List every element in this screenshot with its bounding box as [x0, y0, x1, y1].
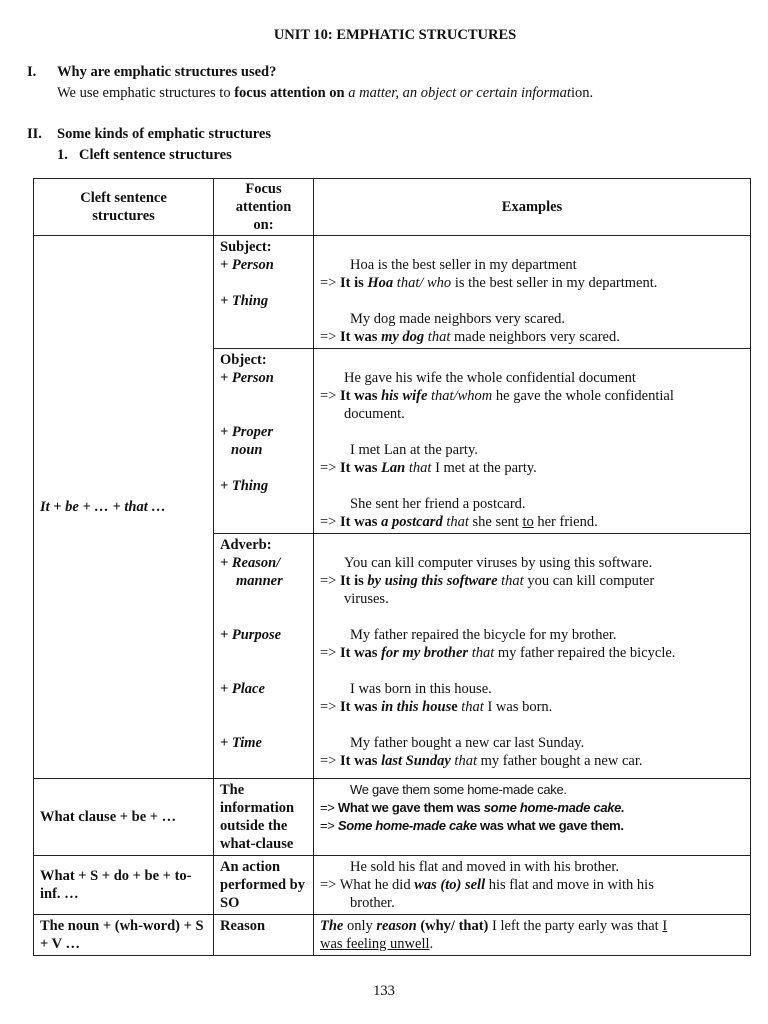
- rest-text-end: her friend.: [533, 514, 598, 530]
- examples-object: [314, 349, 751, 534]
- what-clause-text: What he did: [339, 877, 415, 893]
- example-sentence: You can kill computer viruses by using this software.: [344, 555, 653, 571]
- example-transformed: [320, 752, 744, 770]
- focus-reason: Reason: [214, 915, 314, 956]
- focus-word: last Sunday: [381, 753, 451, 769]
- what-clause-text: was what we gave them.: [476, 818, 624, 833]
- that-word: that/ who: [393, 275, 452, 291]
- focus-word: Hoa: [367, 275, 394, 291]
- structure-what-do: What + S + do + be + to-inf. …: [34, 856, 214, 915]
- rest-text: is the best seller in my department.: [451, 275, 658, 291]
- rest-text: I met at the party.: [431, 460, 537, 476]
- focus-word: by using this software: [367, 573, 498, 589]
- table-row-what-clause: [34, 779, 751, 856]
- rest-text-wrap: viruses.: [344, 591, 389, 607]
- rest-text: I left the party early was that: [488, 918, 663, 934]
- example-transformed: [320, 799, 744, 817]
- underlined-clause: was feeling unwell: [320, 936, 430, 952]
- that-word: that: [497, 573, 524, 589]
- example-transformed: [320, 513, 744, 531]
- reason-word: reason: [376, 918, 417, 934]
- focus-word: was (to) sell: [414, 877, 486, 893]
- focus-adverb-manner: manner: [236, 573, 283, 589]
- example-sentence-continued: [320, 935, 744, 953]
- table-row-subject: [34, 236, 751, 349]
- underlined-word: I: [662, 918, 668, 934]
- it-be-text: It is: [339, 573, 368, 589]
- focus-object-proper-noun: noun: [231, 442, 263, 458]
- it-be-text: It was: [339, 699, 382, 715]
- arrow-marker: =>: [320, 877, 340, 893]
- arrow-marker: =>: [320, 460, 340, 476]
- cleft-structures-table: [33, 178, 751, 956]
- section-2-number: II.: [27, 126, 42, 142]
- example-transformed: [320, 387, 744, 405]
- focus-word: a postcard: [381, 514, 443, 530]
- example-sentence: I was born in this house.: [350, 681, 492, 697]
- examples-subject: [314, 236, 751, 349]
- arrow-marker: =>: [320, 753, 340, 769]
- focus-what-clause: The information outside the what-clause: [214, 779, 314, 856]
- focus-object-person: + Person: [220, 370, 274, 386]
- section-1-title: Why are emphatic structures used?: [57, 64, 277, 80]
- focus-word: in this hous: [381, 699, 452, 715]
- example-transformed: [320, 698, 744, 716]
- section-1-text-italic: a matter, an object or certain informat: [344, 85, 571, 101]
- subsection-1-title: Cleft sentence structures: [79, 147, 232, 163]
- period: .: [429, 936, 434, 952]
- arrow-marker: =>: [320, 329, 340, 345]
- focus-object: [214, 349, 314, 534]
- section-1-text-end: ion.: [570, 85, 594, 101]
- example-sentence: My father repaired the bicycle for my brother.: [350, 627, 617, 643]
- arrow-marker: =>: [320, 818, 338, 833]
- focus-adverb: [214, 534, 314, 779]
- example-sentence: My dog made neighbors very scared.: [350, 311, 566, 327]
- example-transformed: [320, 876, 744, 894]
- it-be-text: It was: [339, 753, 382, 769]
- page-title: UNIT 10: EMPHATIC STRUCTURES: [273, 27, 517, 43]
- rest-text-wrap: document.: [344, 406, 405, 422]
- focus-adverb-time: + Time: [220, 735, 262, 751]
- it-be-text: It was: [339, 645, 382, 661]
- page-number: 133: [373, 983, 395, 999]
- section-1-heading: [27, 64, 277, 81]
- focus-object-thing: + Thing: [220, 478, 269, 494]
- example-transformed: [320, 459, 744, 477]
- arrow-marker: =>: [320, 645, 340, 661]
- example-sentence: He sold his flat and moved in with his brother.: [350, 859, 620, 875]
- example-transformed: [320, 572, 744, 590]
- example-sentence: [320, 917, 744, 935]
- it-be-text: It was: [339, 388, 382, 404]
- it-be-text: It was: [339, 460, 382, 476]
- focus-word-end: e: [451, 699, 458, 715]
- example-sentence: Hoa is the best seller in my department: [350, 257, 577, 273]
- subsection-1-heading: [57, 147, 232, 164]
- focus-subject-label: Subject:: [220, 239, 272, 255]
- it-be-text: It is: [339, 275, 368, 291]
- table-row-noun-reason: [34, 915, 751, 956]
- arrow-marker: =>: [320, 800, 338, 815]
- rest-text-wrap: brother.: [350, 895, 395, 911]
- structure-noun-wh-word: The noun + (wh-word) + S + V …: [34, 915, 214, 956]
- structure-it-be-that: [34, 236, 214, 779]
- example-transformed: [320, 644, 744, 662]
- focus-adverb-place: + Place: [220, 681, 265, 697]
- that-word: that: [450, 753, 477, 769]
- that-word: that/whom: [427, 388, 493, 404]
- structure-what-clause: What clause + be + …: [34, 779, 214, 856]
- focus-word: his wife: [381, 388, 428, 404]
- focus-subject-person: + Person: [220, 257, 274, 273]
- example-sentence: We gave them some home-made cake.: [350, 782, 567, 797]
- structure-it-be-that-text: It + be + … + that …: [40, 499, 166, 515]
- focus-what-do: An action performed by SO: [214, 856, 314, 915]
- header-focus: Focus attention on:: [214, 179, 314, 236]
- rest-text: my father repaired the bicycle.: [494, 645, 676, 661]
- the-word: The: [320, 918, 344, 934]
- header-examples: Examples: [314, 179, 751, 236]
- it-be-text: It was: [339, 514, 382, 530]
- example-sentence: He gave his wife the whole confidential document: [344, 370, 636, 386]
- focus-object-label: Object:: [220, 352, 267, 368]
- section-1-text-a: We use emphatic structures to: [57, 85, 235, 101]
- examples-noun-reason: [314, 915, 751, 956]
- examples-what-clause: [314, 779, 751, 856]
- rest-text: I was born.: [483, 699, 553, 715]
- rest-text: he gave the whole confidential: [492, 388, 674, 404]
- section-1-text: [57, 85, 593, 102]
- example-sentence: I met Lan at the party.: [350, 442, 478, 458]
- it-be-text: It was: [339, 329, 382, 345]
- examples-what-do: [314, 856, 751, 915]
- focus-word: Lan: [381, 460, 406, 476]
- section-2-heading: [27, 126, 272, 143]
- arrow-marker: =>: [320, 699, 340, 715]
- focus-object-proper: + Proper: [220, 424, 273, 440]
- examples-adverb: [314, 534, 751, 779]
- example-sentence: My father bought a new car last Sunday.: [350, 735, 585, 751]
- rest-text: she sent: [468, 514, 523, 530]
- focus-subject: [214, 236, 314, 349]
- focus-adverb-label: Adverb:: [220, 537, 272, 553]
- rest-text: his flat and move in with his: [485, 877, 654, 893]
- example-transformed: [320, 328, 744, 346]
- only-word: only: [343, 918, 377, 934]
- section-1-text-bold: focus attention on: [234, 85, 345, 101]
- focus-adverb-reason: + Reason/: [220, 555, 281, 571]
- rest-text: my father bought a new car.: [476, 753, 643, 769]
- focus-subject-thing: + Thing: [220, 293, 269, 309]
- focus-word: some home-made cake.: [483, 800, 625, 815]
- table-row-what-do: [34, 856, 751, 915]
- that-word: that: [424, 329, 451, 345]
- rest-text: made neighbors very scared.: [450, 329, 620, 345]
- example-sentence: She sent her friend a postcard.: [350, 496, 526, 512]
- focus-word: for my brother: [381, 645, 469, 661]
- header-structures: Cleft sentence structures: [34, 179, 214, 236]
- section-1-number: I.: [27, 64, 37, 80]
- example-transformed: [320, 817, 744, 835]
- arrow-marker: =>: [320, 514, 340, 530]
- example-transformed: [320, 274, 744, 292]
- that-word: that: [405, 460, 432, 476]
- wh-word: (why/ that): [416, 918, 489, 934]
- arrow-marker: =>: [320, 275, 340, 291]
- subsection-1-number: 1.: [57, 147, 68, 163]
- what-clause-text: What we gave them was: [337, 800, 484, 815]
- arrow-marker: =>: [320, 388, 340, 404]
- that-word: that: [457, 699, 484, 715]
- section-2-title: Some kinds of emphatic structures: [57, 126, 272, 142]
- underlined-word: to: [522, 514, 534, 530]
- that-word: that: [468, 645, 495, 661]
- arrow-marker: =>: [320, 573, 340, 589]
- focus-word: Some home-made cake: [337, 818, 477, 833]
- table-header-row: [34, 179, 751, 236]
- focus-adverb-purpose: + Purpose: [220, 627, 282, 643]
- that-word: that: [442, 514, 469, 530]
- rest-text: you can kill computer: [523, 573, 655, 589]
- focus-word: my dog: [381, 329, 425, 345]
